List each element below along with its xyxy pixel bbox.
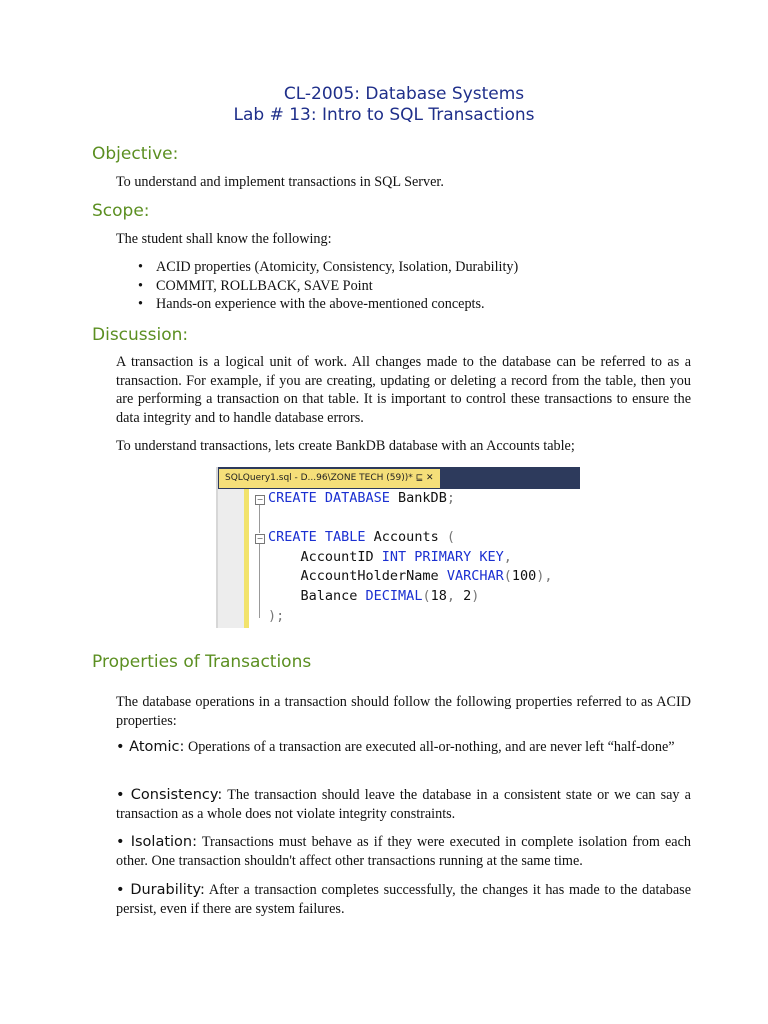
acid-term: • Isolation: [116, 834, 197, 850]
acid-term-atomic: Atomic: [129, 739, 185, 755]
code-token: ) [471, 587, 480, 604]
code-line-6: Balance DECIMAL(18, 2) [268, 587, 480, 604]
objective-text: To understand and implement transactions in SQL Server. [116, 174, 444, 190]
acid-consistency [116, 786, 691, 824]
acid-desc-consistency: The transaction should leave the database in a consistent state or we can say a transaction as a whole does not violate integrity constraints. [116, 787, 691, 822]
discussion-heading: Discussion: [92, 325, 189, 345]
discussion-paragraph: A transaction is a logical unit of work. All changes made to the database can be referred to as a transaction. For example, if you are creating, updating or deleting a record from the table, then you are performing a transaction on that table. It is important to control these transactions to ensure the data integrity and to handle database errors. [116, 354, 691, 426]
code-token: , [446, 587, 455, 604]
acid-term-isolation: Isolation: [130, 834, 197, 850]
properties-intro: The database operations in a transaction should follow the following properties referred to as ACID properties: [116, 694, 691, 729]
code-token: , [503, 548, 512, 565]
scope-intro: The student shall know the following: [116, 231, 332, 247]
acid-term: • Consistency: [116, 787, 223, 803]
code-line-1: CREATE DATABASE BankDB; [268, 490, 455, 506]
editor-tab-bar [218, 467, 580, 489]
acid-desc-durability: After a transaction completes successfully, the changes it has made to the database persist, even if there are system failures. [116, 882, 691, 917]
document-title [0, 84, 768, 126]
acid-term-durability: Durability: [130, 882, 205, 898]
acid-term-consistency: Consistency: [130, 787, 223, 803]
list-item: • Hands-on experience with the above-mentioned concepts. [116, 295, 518, 314]
scope-heading: Scope: [92, 201, 150, 221]
collapse-icon: − [256, 534, 264, 543]
editor-tab: SQLQuery1.sql - D...96\ZONE TECH (59))* ⊑ ✕ [219, 469, 440, 488]
code-token: ( [503, 568, 512, 585]
collapse-icon: − [256, 495, 264, 504]
scope-list [116, 258, 518, 314]
code-token: ( [446, 529, 455, 546]
course-title: CL-2005: Database Systems [283, 84, 525, 104]
code-token: ), [536, 568, 553, 585]
lab-title: Lab # 13: Intro to SQL Transactions [233, 105, 535, 125]
code-line-5: AccountHolderName VARCHAR(100), [268, 568, 553, 585]
code-token: CREATE DATABASE [268, 490, 390, 506]
code-token: INT PRIMARY KEY [381, 548, 504, 565]
acid-isolation [116, 833, 691, 871]
code-token: CREATE TABLE [268, 529, 366, 546]
properties-heading: Properties of Transactions [92, 652, 312, 672]
line-gutter [218, 489, 244, 628]
editor-body [218, 489, 580, 628]
fold-guide [259, 505, 260, 533]
acid-durability [116, 881, 691, 919]
change-marker-bar [244, 489, 249, 628]
discussion-paragraph-2: To understand transactions, lets create BankDB database with an Accounts table; [116, 438, 575, 454]
code-line-2 [268, 509, 553, 529]
code-token: DECIMAL [365, 587, 423, 604]
list-item: • COMMIT, ROLLBACK, SAVE Point [116, 277, 518, 296]
acid-term: • Durability: [116, 882, 205, 898]
code-token: ; [446, 490, 455, 506]
list-item: • ACID properties (Atomicity, Consistency, Isolation, Durability) [116, 258, 518, 277]
acid-desc-atomic: Operations of a transaction are executed all-or-nothing, and are never left “half-done” [184, 739, 675, 755]
code-line-7: ); [268, 607, 285, 624]
sql-code-screenshot [216, 467, 580, 628]
objective-heading: Objective: [92, 144, 179, 164]
code-line-4: AccountID INT PRIMARY KEY, [268, 548, 512, 565]
acid-atomic [116, 738, 691, 757]
code-lines [268, 489, 553, 626]
code-token: VARCHAR [446, 568, 504, 585]
code-token: ( [422, 587, 431, 604]
code-line-3: CREATE TABLE Accounts ( [268, 529, 455, 546]
acid-term: • Atomic: [116, 739, 185, 755]
fold-guide [259, 544, 260, 618]
acid-desc-isolation: Transactions must behave as if they were executed in complete isolation from each other. One transaction shouldn't affect other transactions running at the same time. [116, 834, 691, 869]
